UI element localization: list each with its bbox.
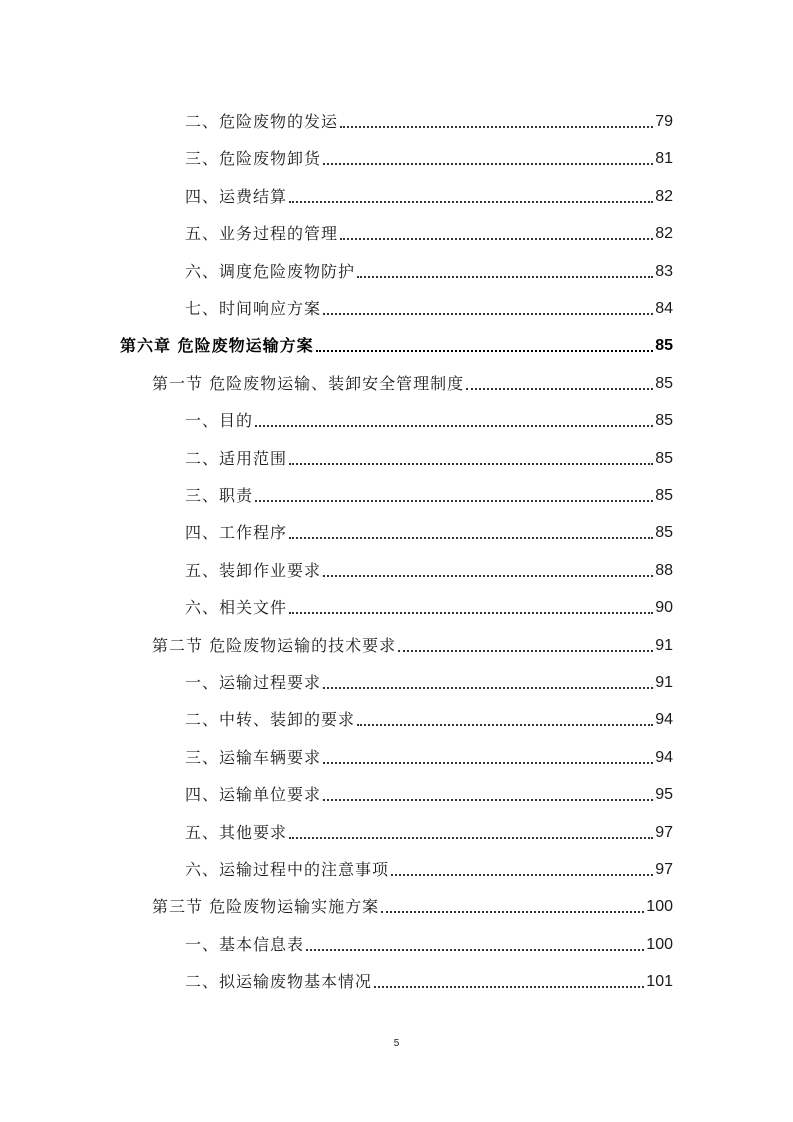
toc-entry-title: 六、相关文件 — [185, 598, 288, 618]
toc-entry[interactable] — [185, 667, 673, 695]
toc-entry-page: 100 — [646, 898, 673, 916]
toc-entry[interactable] — [185, 966, 673, 994]
dot-leader — [289, 837, 653, 839]
toc-entry-title: 第一节 危险废物运输、装卸安全管理制度 — [152, 373, 465, 393]
toc-entry[interactable] — [185, 293, 673, 321]
dot-leader — [316, 350, 654, 352]
toc-entry-title: 二、拟运输废物基本情况 — [185, 972, 373, 992]
toc-entry-title: 七、时间响应方案 — [185, 299, 322, 318]
toc-entry-title: 六、运输过程中的注意事项 — [185, 860, 390, 879]
toc-entry-page: 85 — [655, 449, 673, 467]
dot-leader — [289, 201, 653, 203]
toc-entry[interactable] — [185, 779, 673, 807]
toc-entry-page: 85 — [655, 337, 673, 355]
toc-entry-title: 三、危险废物卸货 — [185, 149, 322, 169]
toc-entry[interactable] — [185, 218, 673, 246]
toc-entry-title: 四、运输单位要求 — [185, 785, 322, 805]
toc-entry-page: 91 — [655, 674, 673, 691]
toc-entry-title: 六、调度危险废物防护 — [185, 261, 356, 281]
toc-entry-page: 84 — [655, 300, 673, 317]
toc-entry-title: 第二节 危险废物运输的技术要求 — [152, 635, 397, 655]
dot-leader — [374, 986, 644, 988]
dot-leader — [340, 238, 653, 240]
toc-entry[interactable] — [185, 704, 673, 732]
dot-leader — [357, 724, 653, 726]
page-number: 5 — [393, 1038, 400, 1049]
toc-entry-title: 三、运输车辆要求 — [185, 747, 322, 767]
toc-entry[interactable] — [185, 817, 673, 845]
toc-entry-page: 94 — [655, 748, 673, 766]
toc-entry[interactable] — [185, 181, 673, 209]
dot-leader — [323, 163, 653, 165]
toc-entry-title: 第六章 危险废物运输方案 — [120, 336, 314, 356]
toc-entry-page: 90 — [655, 599, 673, 617]
dot-leader — [357, 276, 653, 278]
toc-entry[interactable] — [185, 143, 673, 171]
toc-chapter-entry[interactable] — [120, 330, 673, 358]
toc-entry-title: 二、危险废物的发运 — [185, 112, 339, 131]
dot-leader — [255, 500, 653, 502]
toc-entry-page: 94 — [655, 711, 673, 729]
dot-leader — [323, 687, 653, 689]
toc-entry-title: 一、基本信息表 — [185, 934, 305, 954]
dot-leader — [340, 126, 653, 128]
toc-entry[interactable] — [185, 443, 673, 471]
dot-leader — [323, 575, 653, 577]
toc-entry-title: 二、适用范围 — [185, 448, 288, 468]
dot-leader — [255, 425, 653, 427]
toc-entry-page: 97 — [655, 823, 673, 841]
toc-entry-title: 三、职责 — [185, 486, 254, 505]
toc-entry-title: 四、工作程序 — [185, 523, 288, 543]
toc-entry[interactable] — [185, 517, 673, 545]
dot-leader — [289, 537, 653, 539]
dot-leader — [289, 612, 653, 614]
toc-entry-title: 五、业务过程的管理 — [185, 224, 339, 244]
toc-entry-page: 82 — [655, 187, 673, 205]
toc-entry-title: 二、中转、装卸的要求 — [185, 710, 356, 730]
toc-entry[interactable] — [185, 592, 673, 620]
toc-entry[interactable] — [185, 480, 673, 508]
dot-leader — [289, 463, 653, 465]
toc-entry-page: 85 — [655, 412, 673, 430]
toc-entry[interactable] — [185, 854, 673, 882]
dot-leader — [323, 799, 653, 801]
toc-entry-title: 一、目的 — [185, 411, 254, 431]
toc-entry[interactable] — [185, 106, 673, 134]
toc-entry-page: 97 — [655, 861, 673, 878]
toc-entry-title: 第三节 危险废物运输实施方案 — [152, 897, 380, 917]
toc-entry-title: 五、其他要求 — [185, 822, 288, 842]
dot-leader — [306, 949, 644, 951]
toc-entry[interactable] — [185, 929, 673, 957]
dot-leader — [323, 313, 653, 315]
dot-leader — [466, 388, 653, 390]
toc-entry-page: 82 — [655, 225, 673, 243]
dot-leader — [391, 874, 653, 876]
toc-entry-page: 91 — [655, 636, 673, 654]
toc-entry[interactable] — [185, 742, 673, 770]
dot-leader — [323, 762, 653, 764]
toc-entry-page: 85 — [655, 487, 673, 504]
toc-entry-page: 85 — [655, 524, 673, 542]
toc-entry[interactable] — [185, 405, 673, 433]
toc-entry-page: 79 — [655, 113, 673, 130]
toc-entry-page: 100 — [646, 935, 673, 953]
toc-entry-page: 88 — [655, 561, 673, 579]
toc-section-entry[interactable] — [152, 368, 673, 396]
toc-entry-title: 四、运费结算 — [185, 186, 288, 206]
dot-leader — [398, 650, 653, 652]
toc-entry-page: 83 — [655, 262, 673, 280]
toc-section-entry[interactable] — [152, 891, 673, 919]
toc-entry-title: 五、装卸作业要求 — [185, 560, 322, 580]
toc-entry-page: 101 — [646, 973, 673, 991]
toc-entry-page: 81 — [655, 150, 673, 168]
toc-entry-page: 95 — [655, 786, 673, 804]
dot-leader — [381, 911, 644, 913]
toc-entry-title: 一、运输过程要求 — [185, 673, 322, 692]
toc-entry-page: 85 — [655, 374, 673, 392]
toc-section-entry[interactable] — [152, 630, 673, 658]
toc-entry[interactable] — [185, 256, 673, 284]
toc-entry[interactable] — [185, 555, 673, 583]
